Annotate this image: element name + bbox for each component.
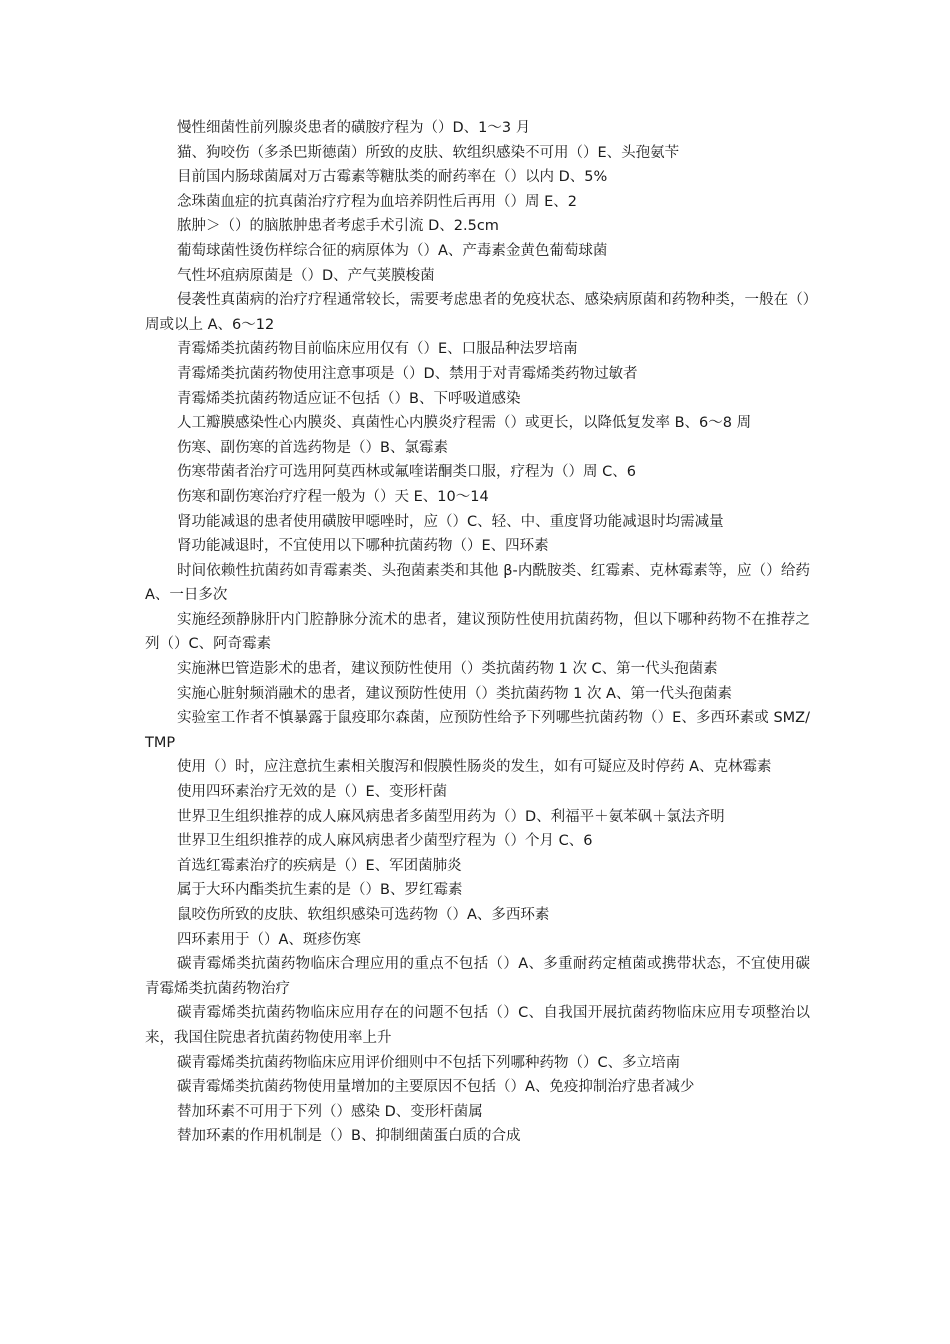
question-line: 实施经颈静脉肝内门腔静脉分流术的患者，建议预防性使用抗菌药物，但以下哪种药物不在推荐之列（）C、阿奇霉素 [145,611,810,653]
question-line: 脓肿＞（）的脑脓肿患者考虑手术引流 D、2.5cm [177,218,499,235]
question-line: 时间依赖性抗菌药如青霉素类、头孢菌素类和其他 β-内酰胺类、红霉素、克林霉素等，应（）给药 A、一日多次 [145,562,810,604]
question-line: 碳青霉烯类抗菌药物临床应用评价细则中不包括下列哪种药物（）C、多立培南 [177,1054,681,1071]
question-line: 世界卫生组织推荐的成人麻风病患者多菌型用药为（）D、利福平＋氨苯砜＋氯法齐明 [177,808,725,825]
question-line: 四环素用于（）A、斑疹伤寒 [177,931,361,948]
question-line: 葡萄球菌性烫伤样综合征的病原体为（）A、产毒素金黄色葡萄球菌 [177,242,608,259]
question-line: 属于大环内酯类抗生素的是（）B、罗红霉素 [177,882,463,899]
question-line: 碳青霉烯类抗菌药物临床合理应用的重点不包括（）A、多重耐药定植菌或携带状态，不宜使用碳青霉烯类抗菌药物治疗 [145,956,810,997]
question-line: 碳青霉烯类抗菌药物临床应用存在的问题不包括（）C、自我国开展抗菌药物临床应用专项整治以来，我国住院患者抗菌药物使用率上升 [145,1005,810,1046]
question-line: 伤寒和副伤寒治疗疗程一般为（）天 E、10～14 [177,488,489,505]
question-line: 侵袭性真菌病的治疗疗程通常较长，需要考虑患者的免疫状态、感染病原菌和药物种类，一般在（）周或以上 A、6～12 [145,292,810,333]
question-line: 首选红霉素治疗的疾病是（）E、军团菌肺炎 [177,857,462,874]
question-line: 使用四环素治疗无效的是（）E、变形杆菌 [177,784,448,801]
question-line: 念珠菌血症的抗真菌治疗疗程为血培养阴性后再用（）周 E、2 [177,193,577,210]
question-line: 猫、狗咬伤（多杀巴斯德菌）所致的皮肤、软组织感染不可用（）E、头孢氨苄 [177,144,680,161]
question-line: 肾功能减退时，不宜使用以下哪种抗菌药物（）E、四环素 [177,538,549,555]
question-line: 使用（）时，应注意抗生素相关腹泻和假膜性肠炎的发生，如有可疑应及时停药 A、克林霉素 [177,759,772,776]
question-line: 替加环素的作用机制是（）B、抑制细菌蛋白质的合成 [177,1128,521,1145]
question-line: 目前国内肠球菌属对万古霉素等糖肽类的耐药率在（）以内 D、5% [177,169,608,186]
question-line: 人工瓣膜感染性心内膜炎、真菌性心内膜炎疗程需（）或更长，以降低复发率 B、6～8 周 [177,415,752,432]
question-line: 青霉烯类抗菌药物适应证不包括（）B、下呼吸道感染 [177,390,521,407]
question-line: 伤寒、副伤寒的首选药物是（）B、氯霉素 [177,439,448,456]
question-line: 气性坏疽病原菌是（）D、产气荚膜梭菌 [177,267,435,284]
question-line: 鼠咬伤所致的皮肤、软组织感染可选药物（）A、多西环素 [177,907,550,923]
question-line: 实施心脏射频消融术的患者，建议预防性使用（）类抗菌药物 1 次 A、第一代头孢菌素 [177,685,732,702]
question-line: 替加环素不可用于下列（）感染 D、变形杆菌属 [177,1103,483,1120]
question-line: 实施淋巴管造影术的患者，建议预防性使用（）类抗菌药物 1 次 C、第一代头孢菌素 [177,661,718,678]
question-line: 伤寒带菌者治疗可选用阿莫西林或氟喹诺酮类口服，疗程为（）周 C、6 [177,464,636,481]
question-line: 肾功能减退的患者使用磺胺甲噁唑时，应（）C、轻、中、重度肾功能减退时均需减量 [177,513,724,530]
question-line: 慢性细菌性前列腺炎患者的磺胺疗程为（）D、1～3 月 [177,120,531,136]
question-line: 碳青霉烯类抗菌药物使用量增加的主要原因不包括（）A、免疫抑制治疗患者减少 [177,1079,695,1096]
question-line: 青霉烯类抗菌药物目前临床应用仅有（）E、口服品种法罗培南 [177,341,578,358]
question-line: 实验室工作者不慎暴露于鼠疫耶尔森菌，应预防性给予下列哪些抗菌药物（）E、多西环素或 SMZ/TMP [145,710,810,751]
document-body [145,116,810,1149]
question-line: 世界卫生组织推荐的成人麻风病患者少菌型疗程为（）个月 C、6 [177,833,593,850]
question-line: 青霉烯类抗菌药物使用注意事项是（）D、禁用于对青霉烯类药物过敏者 [177,365,638,382]
